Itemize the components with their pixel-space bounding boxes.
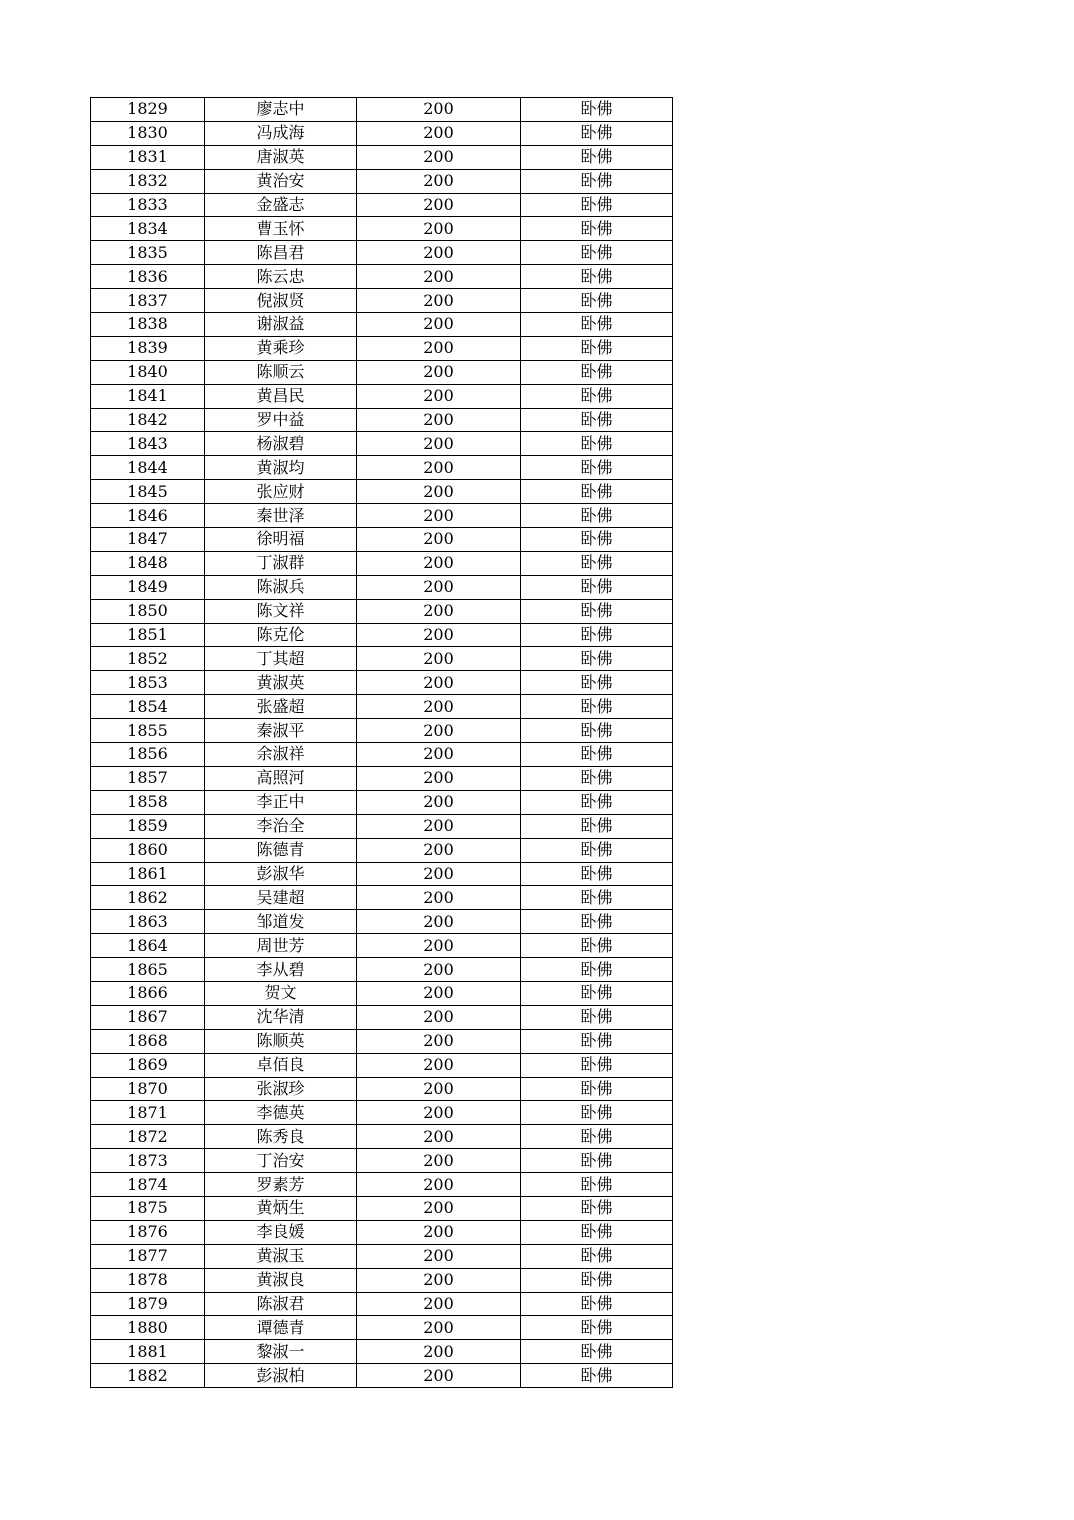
table-row [91,1244,673,1268]
table-row [91,456,673,480]
cell-location: 卧佛 [521,1196,673,1220]
table-row [91,743,673,767]
cell-number: 1848 [91,551,205,575]
cell-amount: 200 [357,1005,521,1029]
cell-location: 卧佛 [521,193,673,217]
cell-amount: 200 [357,766,521,790]
table-row [91,886,673,910]
cell-name: 陈昌君 [205,241,357,265]
cell-location: 卧佛 [521,1292,673,1316]
cell-location: 卧佛 [521,623,673,647]
table-row [91,1316,673,1340]
cell-number: 1835 [91,241,205,265]
table-row [91,1173,673,1197]
table-row [91,480,673,504]
cell-location: 卧佛 [521,1005,673,1029]
cell-location: 卧佛 [521,1316,673,1340]
cell-amount: 200 [357,360,521,384]
cell-location: 卧佛 [521,1173,673,1197]
cell-number: 1859 [91,814,205,838]
cell-name: 黄乘珍 [205,336,357,360]
cell-number: 1834 [91,217,205,241]
cell-location: 卧佛 [521,1053,673,1077]
cell-amount: 200 [357,145,521,169]
cell-location: 卧佛 [521,910,673,934]
cell-location: 卧佛 [521,1364,673,1388]
cell-amount: 200 [357,121,521,145]
table-row [91,336,673,360]
cell-number: 1831 [91,145,205,169]
cell-amount: 200 [357,647,521,671]
cell-amount: 200 [357,575,521,599]
cell-location: 卧佛 [521,695,673,719]
cell-location: 卧佛 [521,862,673,886]
cell-amount: 200 [357,408,521,432]
table-row [91,1053,673,1077]
cell-number: 1865 [91,958,205,982]
cell-number: 1838 [91,313,205,337]
table-row [91,217,673,241]
table-row [91,241,673,265]
cell-number: 1861 [91,862,205,886]
cell-amount: 200 [357,1364,521,1388]
cell-number: 1863 [91,910,205,934]
cell-name: 李良媛 [205,1220,357,1244]
cell-number: 1871 [91,1101,205,1125]
cell-amount: 200 [357,1244,521,1268]
cell-name: 秦淑平 [205,719,357,743]
cell-location: 卧佛 [521,336,673,360]
cell-name: 李正中 [205,790,357,814]
cell-number: 1860 [91,838,205,862]
cell-name: 丁其超 [205,647,357,671]
cell-location: 卧佛 [521,504,673,528]
cell-location: 卧佛 [521,528,673,552]
cell-name: 黄淑均 [205,456,357,480]
cell-name: 李治全 [205,814,357,838]
table-row [91,408,673,432]
cell-name: 李从碧 [205,958,357,982]
cell-amount: 200 [357,910,521,934]
cell-location: 卧佛 [521,599,673,623]
cell-amount: 200 [357,838,521,862]
cell-location: 卧佛 [521,551,673,575]
cell-location: 卧佛 [521,169,673,193]
cell-number: 1856 [91,743,205,767]
cell-amount: 200 [357,265,521,289]
cell-amount: 200 [357,1101,521,1125]
cell-number: 1849 [91,575,205,599]
cell-name: 黄昌民 [205,384,357,408]
cell-amount: 200 [357,1196,521,1220]
data-table [90,97,673,1388]
cell-number: 1873 [91,1149,205,1173]
table-row [91,313,673,337]
cell-amount: 200 [357,599,521,623]
table-row [91,1292,673,1316]
cell-amount: 200 [357,790,521,814]
cell-amount: 200 [357,217,521,241]
cell-amount: 200 [357,981,521,1005]
table-body [91,98,673,1388]
cell-location: 卧佛 [521,647,673,671]
table-row [91,1340,673,1364]
cell-amount: 200 [357,528,521,552]
cell-number: 1836 [91,265,205,289]
cell-name: 陈克伦 [205,623,357,647]
cell-amount: 200 [357,432,521,456]
cell-location: 卧佛 [521,1101,673,1125]
cell-name: 倪淑贤 [205,289,357,313]
cell-number: 1864 [91,934,205,958]
cell-location: 卧佛 [521,1149,673,1173]
cell-location: 卧佛 [521,1220,673,1244]
cell-amount: 200 [357,1029,521,1053]
table-row [91,121,673,145]
table-row [91,981,673,1005]
cell-name: 陈顺云 [205,360,357,384]
cell-number: 1855 [91,719,205,743]
cell-number: 1874 [91,1173,205,1197]
cell-name: 吴建超 [205,886,357,910]
cell-number: 1877 [91,1244,205,1268]
cell-number: 1854 [91,695,205,719]
cell-amount: 200 [357,193,521,217]
table-row [91,1220,673,1244]
table-row [91,1101,673,1125]
cell-location: 卧佛 [521,360,673,384]
table-row [91,169,673,193]
cell-name: 徐明福 [205,528,357,552]
cell-number: 1880 [91,1316,205,1340]
cell-amount: 200 [357,862,521,886]
cell-location: 卧佛 [521,958,673,982]
cell-name: 黄治安 [205,169,357,193]
cell-amount: 200 [357,934,521,958]
cell-amount: 200 [357,456,521,480]
cell-name: 高照河 [205,766,357,790]
cell-amount: 200 [357,384,521,408]
cell-location: 卧佛 [521,886,673,910]
table-row [91,145,673,169]
cell-name: 彭淑柏 [205,1364,357,1388]
cell-name: 丁淑群 [205,551,357,575]
cell-name: 陈德青 [205,838,357,862]
cell-location: 卧佛 [521,575,673,599]
table-row [91,1077,673,1101]
cell-number: 1853 [91,671,205,695]
cell-location: 卧佛 [521,121,673,145]
cell-name: 杨淑碧 [205,432,357,456]
cell-name: 贺文 [205,981,357,1005]
cell-number: 1862 [91,886,205,910]
table-row [91,1364,673,1388]
cell-number: 1851 [91,623,205,647]
cell-name: 陈淑君 [205,1292,357,1316]
cell-number: 1844 [91,456,205,480]
table-row [91,1125,673,1149]
cell-amount: 200 [357,98,521,122]
table-row [91,528,673,552]
cell-number: 1878 [91,1268,205,1292]
cell-name: 冯成海 [205,121,357,145]
cell-amount: 200 [357,1077,521,1101]
cell-amount: 200 [357,743,521,767]
cell-name: 陈云忠 [205,265,357,289]
table-row [91,790,673,814]
table-row [91,838,673,862]
cell-location: 卧佛 [521,98,673,122]
cell-number: 1875 [91,1196,205,1220]
table-row [91,1005,673,1029]
cell-number: 1842 [91,408,205,432]
cell-name: 陈秀良 [205,1125,357,1149]
table-row [91,671,673,695]
cell-name: 秦世泽 [205,504,357,528]
cell-amount: 200 [357,1173,521,1197]
cell-amount: 200 [357,1149,521,1173]
cell-number: 1857 [91,766,205,790]
cell-amount: 200 [357,1340,521,1364]
cell-number: 1850 [91,599,205,623]
cell-location: 卧佛 [521,265,673,289]
cell-amount: 200 [357,504,521,528]
cell-amount: 200 [357,671,521,695]
cell-name: 周世芳 [205,934,357,958]
cell-number: 1858 [91,790,205,814]
cell-location: 卧佛 [521,480,673,504]
cell-amount: 200 [357,336,521,360]
cell-name: 余淑祥 [205,743,357,767]
cell-amount: 200 [357,241,521,265]
table-row [91,384,673,408]
table-row [91,814,673,838]
table-row [91,862,673,886]
cell-name: 黄炳生 [205,1196,357,1220]
cell-location: 卧佛 [521,384,673,408]
cell-number: 1847 [91,528,205,552]
cell-amount: 200 [357,695,521,719]
table-row [91,1149,673,1173]
table-row [91,1268,673,1292]
table-row [91,289,673,313]
cell-amount: 200 [357,719,521,743]
cell-location: 卧佛 [521,1125,673,1149]
cell-location: 卧佛 [521,814,673,838]
cell-number: 1876 [91,1220,205,1244]
cell-amount: 200 [357,623,521,647]
cell-number: 1843 [91,432,205,456]
cell-number: 1868 [91,1029,205,1053]
cell-amount: 200 [357,313,521,337]
table-row [91,934,673,958]
cell-location: 卧佛 [521,313,673,337]
cell-number: 1879 [91,1292,205,1316]
cell-number: 1881 [91,1340,205,1364]
cell-location: 卧佛 [521,217,673,241]
cell-name: 罗素芳 [205,1173,357,1197]
table-row [91,719,673,743]
cell-location: 卧佛 [521,981,673,1005]
table-row [91,360,673,384]
cell-number: 1866 [91,981,205,1005]
cell-name: 张应财 [205,480,357,504]
cell-number: 1840 [91,360,205,384]
cell-location: 卧佛 [521,241,673,265]
cell-name: 彭淑华 [205,862,357,886]
cell-amount: 200 [357,886,521,910]
cell-amount: 200 [357,289,521,313]
table-row [91,695,673,719]
table-row [91,193,673,217]
cell-name: 李德英 [205,1101,357,1125]
cell-number: 1870 [91,1077,205,1101]
cell-amount: 200 [357,1316,521,1340]
cell-number: 1845 [91,480,205,504]
cell-location: 卧佛 [521,838,673,862]
cell-name: 陈淑兵 [205,575,357,599]
table-row [91,1029,673,1053]
cell-location: 卧佛 [521,743,673,767]
cell-number: 1833 [91,193,205,217]
cell-name: 张盛超 [205,695,357,719]
cell-name: 卓佰良 [205,1053,357,1077]
cell-location: 卧佛 [521,1268,673,1292]
cell-number: 1867 [91,1005,205,1029]
cell-amount: 200 [357,1125,521,1149]
cell-location: 卧佛 [521,790,673,814]
table-row [91,98,673,122]
cell-location: 卧佛 [521,408,673,432]
cell-name: 曹玉怀 [205,217,357,241]
cell-name: 丁治安 [205,1149,357,1173]
cell-name: 邹道发 [205,910,357,934]
cell-name: 黄淑玉 [205,1244,357,1268]
table-row [91,575,673,599]
cell-name: 陈顺英 [205,1029,357,1053]
table-row [91,599,673,623]
cell-location: 卧佛 [521,671,673,695]
table-row [91,958,673,982]
cell-amount: 200 [357,551,521,575]
cell-name: 唐淑英 [205,145,357,169]
cell-name: 罗中益 [205,408,357,432]
cell-number: 1839 [91,336,205,360]
cell-location: 卧佛 [521,145,673,169]
cell-name: 沈华清 [205,1005,357,1029]
cell-number: 1841 [91,384,205,408]
cell-location: 卧佛 [521,1340,673,1364]
table-row [91,432,673,456]
cell-location: 卧佛 [521,1244,673,1268]
cell-location: 卧佛 [521,456,673,480]
cell-number: 1882 [91,1364,205,1388]
cell-amount: 200 [357,1268,521,1292]
cell-amount: 200 [357,814,521,838]
table-row [91,504,673,528]
cell-number: 1832 [91,169,205,193]
cell-location: 卧佛 [521,1077,673,1101]
table-row [91,647,673,671]
cell-location: 卧佛 [521,766,673,790]
cell-location: 卧佛 [521,719,673,743]
cell-location: 卧佛 [521,934,673,958]
table-row [91,623,673,647]
cell-name: 谭德青 [205,1316,357,1340]
cell-number: 1846 [91,504,205,528]
table-row [91,1196,673,1220]
cell-number: 1869 [91,1053,205,1077]
cell-number: 1829 [91,98,205,122]
cell-name: 金盛志 [205,193,357,217]
cell-amount: 200 [357,480,521,504]
cell-name: 黄淑英 [205,671,357,695]
cell-amount: 200 [357,1053,521,1077]
cell-location: 卧佛 [521,432,673,456]
cell-number: 1837 [91,289,205,313]
cell-amount: 200 [357,1220,521,1244]
table-row [91,766,673,790]
cell-location: 卧佛 [521,289,673,313]
cell-name: 谢淑益 [205,313,357,337]
cell-location: 卧佛 [521,1029,673,1053]
cell-number: 1830 [91,121,205,145]
cell-name: 黄淑良 [205,1268,357,1292]
cell-name: 廖志中 [205,98,357,122]
cell-name: 黎淑一 [205,1340,357,1364]
cell-number: 1852 [91,647,205,671]
cell-number: 1872 [91,1125,205,1149]
cell-amount: 200 [357,1292,521,1316]
table-row [91,910,673,934]
table-row [91,551,673,575]
cell-name: 陈文祥 [205,599,357,623]
cell-amount: 200 [357,169,521,193]
cell-amount: 200 [357,958,521,982]
cell-name: 张淑珍 [205,1077,357,1101]
table-row [91,265,673,289]
